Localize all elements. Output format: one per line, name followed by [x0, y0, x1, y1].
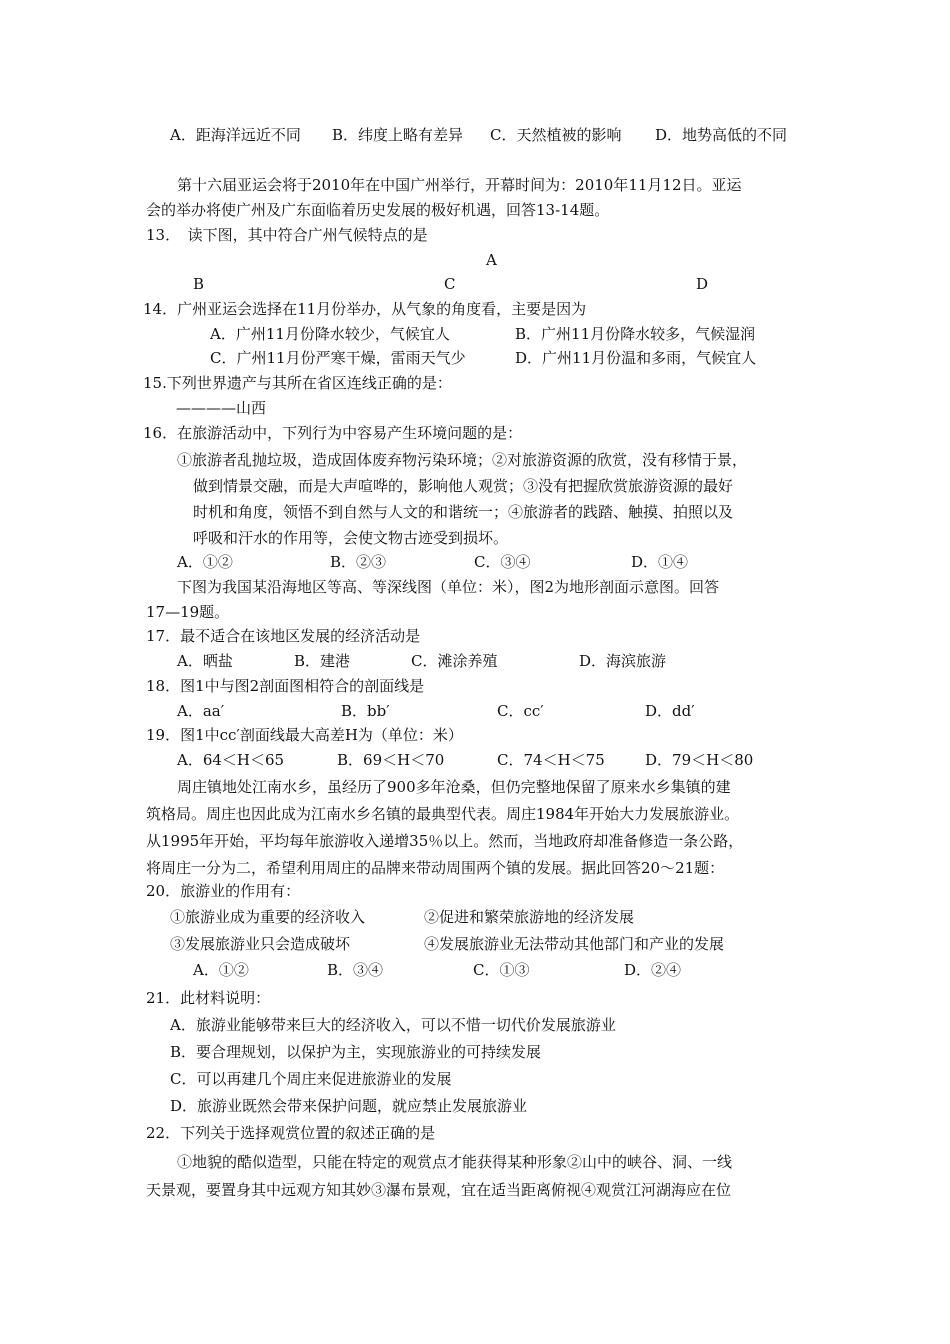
q19-option-b: B．69＜H＜70: [337, 751, 445, 769]
q22-body-line-2: 天景观，要置身其中远观方知其妙③瀑布景观，宜在适当距离俯视④观赏江河湖海应在位: [146, 1181, 732, 1199]
q20-option-d: D．②④: [624, 961, 682, 979]
q13-label-c: C: [444, 275, 456, 293]
q21-option-a: A．旅游业能够带来巨大的经济收入，可以不惜一切代价发展旅游业: [170, 1016, 616, 1034]
zhouzhuang-intro-line-1: 周庄镇地处江南水乡，虽经历了900多年沧桑，但仍完整地保留了原来水乡集镇的建: [177, 778, 731, 796]
q16-body-line-1: ①旅游者乱抛垃圾，造成固体废弃物污染环境；②对旅游资源的欣赏，没有移情于景，: [177, 451, 748, 469]
q20-option-b: B．③④: [327, 961, 384, 979]
q21-option-b: B．要合理规划，以保护为主，实现旅游业的可持续发展: [170, 1043, 542, 1061]
q19-options: [177, 750, 753, 770]
q19-option-d: D．79＜H＜80: [645, 751, 754, 769]
q14-stem: 14．广州亚运会选择在11月份举办，从气象的角度看，主要是因为: [143, 300, 587, 318]
asian-games-intro-line-1: 第十六届亚运会将于2010年在中国广州举行，开幕时间为：2010年11月12日。亚运: [177, 176, 742, 194]
q20-options: [193, 960, 681, 980]
q17-option-a: A．晒盐: [177, 652, 233, 670]
q17-option-c: C．滩涂养殖: [411, 652, 498, 670]
q14-option-c: C．广州11月份严寒干燥，雷雨天气少: [210, 349, 466, 367]
q20-option-a: A．①②: [193, 961, 249, 979]
q12-options: [170, 125, 787, 145]
q17-options: [177, 651, 666, 671]
coast-intro-line-2: 17—19题。: [146, 603, 230, 621]
q16-stem: 16．在旅游活动中，下列行为中容易产生环境问题的是：: [143, 424, 523, 442]
q13-label-d: D: [696, 275, 709, 293]
q19-option-a: A．64＜H＜65: [177, 751, 285, 769]
q21-option-c: C．可以再建几个周庄来促进旅游业的发展: [170, 1070, 452, 1088]
q18-option-d: D．dd′: [645, 702, 695, 720]
q21-stem: 21．此材料说明：: [146, 989, 271, 1007]
q14-option-d: D．广州11月份温和多雨，气候宜人: [515, 349, 757, 367]
q14-option-b: B．广州11月份降水较多，气候湿润: [515, 325, 756, 343]
q20-items-row-1: [170, 907, 634, 927]
q17-stem: 17．最不适合在该地区发展的经济活动是: [146, 627, 421, 645]
q20-stem: 20．旅游业的作用有：: [146, 882, 301, 900]
q18-option-c: C．cc′: [497, 702, 544, 720]
q13-label-a: A: [486, 251, 497, 269]
q19-option-c: C．74＜H＜75: [497, 751, 605, 769]
q21-option-d: D．旅游业既然会带来保护问题，就应禁止发展旅游业: [170, 1097, 528, 1115]
q16-body-line-2: 做到情景交融，而是大声喧哗的，影响他人观赏；③没有把握欣赏旅游资源的最好: [193, 477, 734, 495]
q12-option-b: B．纬度上略有差异: [332, 126, 464, 144]
q15-line: ————山西: [176, 399, 267, 417]
q13-stem: 13． 读下图，其中符合广州气候特点的是: [146, 226, 428, 244]
q12-option-d: D．地势高低的不同: [655, 126, 788, 144]
q16-options: [177, 552, 688, 572]
coast-intro-line-1: 下图为我国某沿海地区等高、等深线图（单位：米），图2为地形剖面示意图。回答: [177, 578, 720, 596]
q12-option-c: C．天然植被的影响: [490, 126, 622, 144]
q20-item-4: ④发展旅游业无法带动其他部门和产业的发展: [424, 935, 725, 953]
q20-item-3: ③发展旅游业只会造成破坏: [170, 935, 351, 953]
q20-item-2: ②促进和繁荣旅游地的经济发展: [424, 908, 635, 926]
q16-body-line-3: 时机和角度，领悟不到自然与人文的和谐统一；④旅游者的践踏、触摸、拍照以及: [193, 503, 734, 521]
q16-option-b: B．②③: [330, 553, 387, 571]
q16-option-c: C．③④: [474, 553, 531, 571]
q15-stem: 15.下列世界遗产与其所在省区连线正确的是：: [143, 374, 452, 392]
q16-option-d: D．①④: [631, 553, 689, 571]
zhouzhuang-intro-line-3: 从1995年开始，平均每年旅游收入递增35％以上。然而，当地政府却准备修造一条公路，: [146, 832, 744, 850]
q18-option-a: A．aa′: [177, 702, 225, 720]
q18-stem: 18．图1中与图2剖面图相符合的剖面线是: [146, 677, 425, 695]
zhouzhuang-intro-line-2: 筑格局。周庄也因此成为江南水乡名镇的最典型代表。周庄1984年开始大力发展旅游业。: [146, 805, 740, 823]
q14-options-row-2: [210, 348, 756, 368]
q20-item-1: ①旅游业成为重要的经济收入: [170, 908, 366, 926]
q14-options-row-1: [210, 324, 755, 344]
q20-items-row-2: [170, 934, 724, 954]
q16-option-a: A．①②: [177, 553, 233, 571]
q16-body-line-4: 呼吸和汗水的作用等，会使文物古迹受到损坏。: [193, 529, 509, 547]
asian-games-intro-line-2: 会的举办将使广州及广东面临着历史发展的极好机遇，回答13-14题。: [146, 201, 610, 219]
q18-option-b: B．bb′: [341, 702, 390, 720]
q19-stem: 19．图1中cc′剖面线最大高差H为（单位：米）: [146, 726, 463, 744]
q17-option-b: B．建港: [294, 652, 351, 670]
q20-option-c: C．①③: [473, 961, 530, 979]
zhouzhuang-intro-line-4: 将周庄一分为二，希望利用周庄的品牌来带动周围两个镇的发展。据此回答20～21题：: [146, 859, 725, 877]
q22-stem: 22．下列关于选择观赏位置的叙述正确的是: [146, 1124, 436, 1142]
q17-option-d: D．海滨旅游: [579, 652, 667, 670]
q13-label-b: B: [193, 275, 205, 293]
q14-option-a: A．广州11月份降水较少，气候宜人: [210, 325, 450, 343]
q18-options: [177, 701, 695, 721]
q12-option-a: A．距海洋远近不同: [170, 126, 301, 144]
q22-body-line-1: ①地貌的酷似造型，只能在特定的观赏点才能获得某种形象②山中的峡谷、洞、一线: [177, 1153, 733, 1171]
